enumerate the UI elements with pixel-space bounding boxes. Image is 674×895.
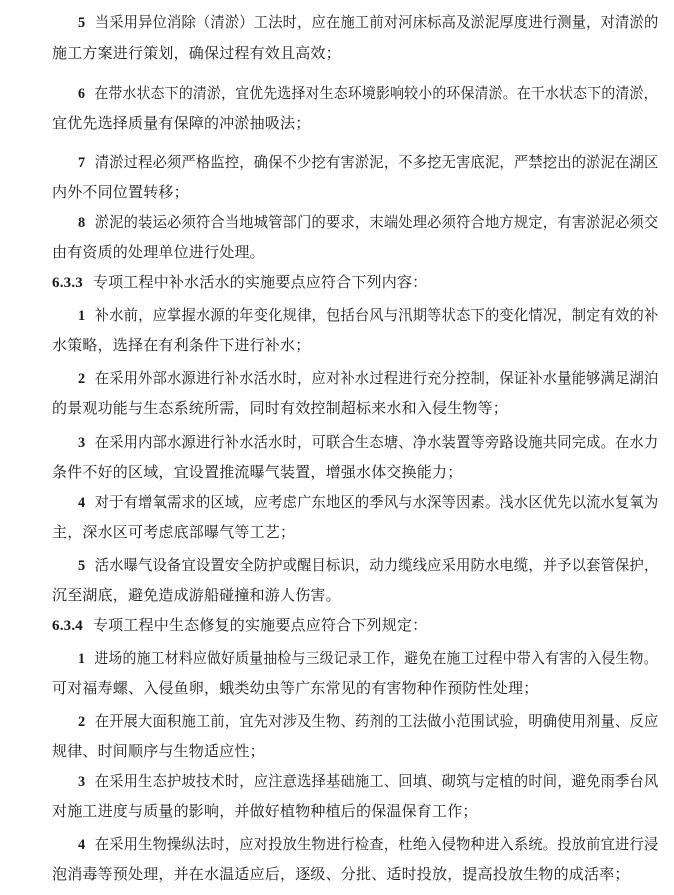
item-number: 1 (78, 651, 86, 667)
item-line-first (78, 771, 658, 792)
item-line-second: 宜优先选择质量有保障的冲淤抽吸法； (52, 114, 311, 132)
item-text: 对于有增氧需求的区域，应考虑广东地区的季风与水深等因素。浅水区优先以流水复氧为 (94, 493, 659, 511)
item-text: 活水曝气设备宜设置安全防护或醒目标识，动力缆线应采用防水电缆，并予以套管保护， (94, 556, 659, 574)
item-line-second: 水策略，选择在有利条件下进行补水； (52, 336, 311, 354)
item-number: 3 (78, 435, 86, 451)
item-number: 7 (78, 155, 86, 171)
item-text: 淤泥的装运必须符合当地城管部门的要求，末端处理必须符合地方规定，有害淤泥必须交 (94, 213, 659, 231)
item-number: 5 (78, 558, 86, 574)
item-number: 6 (78, 86, 86, 102)
item-line-first (78, 83, 658, 104)
item-line-first (78, 492, 658, 513)
item-line-second: 施工方案进行策划，确保过程有效且高效； (52, 44, 341, 62)
item-number: 4 (78, 495, 86, 511)
item-number: 4 (78, 837, 86, 853)
item-number: 1 (78, 308, 86, 324)
item-number: 2 (78, 371, 86, 387)
item-line-second: 规律、时间顺序与生物适应性； (52, 742, 265, 760)
item-number: 5 (78, 15, 86, 31)
item-line-first (78, 432, 658, 453)
item-line-second: 泡消毒等预处理，并在水温适应后，逐级、分批、适时投放，提高投放生物的成活率； (52, 865, 630, 883)
item-line-first (78, 711, 658, 732)
item-line-second: 主，深水区可考虑底部曝气等工艺； (52, 523, 296, 541)
section-heading-6-3-4 (52, 615, 427, 636)
section-number: 6.3.3 (52, 275, 83, 291)
item-text: 在采用外部水源进行补水活水时，应对补水过程进行充分控制，保证补水量能够满足湖泊 (94, 369, 659, 387)
item-line-second: 内外不同位置转移； (52, 183, 189, 201)
item-line-second: 对施工进度与质量的影响，并做好植物种植后的保温保育工作； (52, 802, 478, 820)
item-line-first (78, 834, 658, 855)
item-text: 在采用生物操纵法时，应对投放生物进行检查，杜绝入侵物种进入系统。投放前宜进行浸 (94, 835, 659, 853)
item-line-first (78, 12, 658, 33)
item-number: 8 (78, 215, 86, 231)
item-line-second: 由有资质的处理单位进行处理。 (52, 243, 265, 261)
item-text: 在开展大面积施工前，宜先对涉及生物、药剂的工法做小范围试验，明确使用剂量、反应 (94, 712, 659, 730)
item-line-second: 条件不好的区域，宜设置推流曝气装置，增强水体交换能力； (52, 463, 463, 481)
item-text: 在带水状态下的清淤，宜优先选择对生态环境影响较小的环保清淤。在干水状态下的清淤， (94, 84, 658, 102)
item-text: 当采用异位消除（清淤）工法时，应在施工前对河床标高及淤泥厚度进行测量，对清淤的 (94, 13, 659, 31)
item-line-second: 沉至湖底，避免造成游船碰撞和游人伤害。 (52, 586, 341, 604)
item-line-first (78, 152, 658, 173)
item-line-second: 的景观功能与生态系统所需，同时有效控制超标来水和入侵生物等； (52, 399, 509, 417)
item-line-first (78, 648, 658, 669)
item-text: 在采用生态护坡技术时，应注意选择基础施工、回填、砌筑与定植的时间，避免雨季台风 (94, 772, 659, 790)
section-title: 专项工程中生态修复的实施要点应符合下列规定： (92, 616, 428, 634)
item-number: 2 (78, 714, 86, 730)
item-line-first (78, 212, 658, 233)
section-heading-6-3-3 (52, 272, 427, 293)
item-number: 3 (78, 774, 86, 790)
item-text: 补水前，应掌握水源的年变化规律，包括台风与汛期等状态下的变化情况，制定有效的补 (94, 306, 659, 324)
item-line-first (78, 555, 658, 576)
item-line-first (78, 368, 658, 389)
item-line-first (78, 305, 658, 326)
item-line-second: 可对福寿螺、入侵鱼卵，蛾类幼虫等广东常见的有害物种作预防性处理； (52, 679, 539, 697)
item-text: 清淤过程必须严格监控，确保不少挖有害淤泥，不多挖无害底泥，严禁挖出的淤泥在湖区 (94, 153, 659, 171)
item-text: 在采用内部水源进行补水活水时，可联合生态塘、净水装置等旁路设施共同完成。在水力 (94, 433, 659, 451)
section-title: 专项工程中补水活水的实施要点应符合下列内容： (92, 273, 428, 291)
item-text: 进场的施工材料应做好质量抽检与三级记录工作，避免在施工过程中带入有害的入侵生物。 (94, 649, 658, 667)
section-number: 6.3.4 (52, 618, 83, 634)
